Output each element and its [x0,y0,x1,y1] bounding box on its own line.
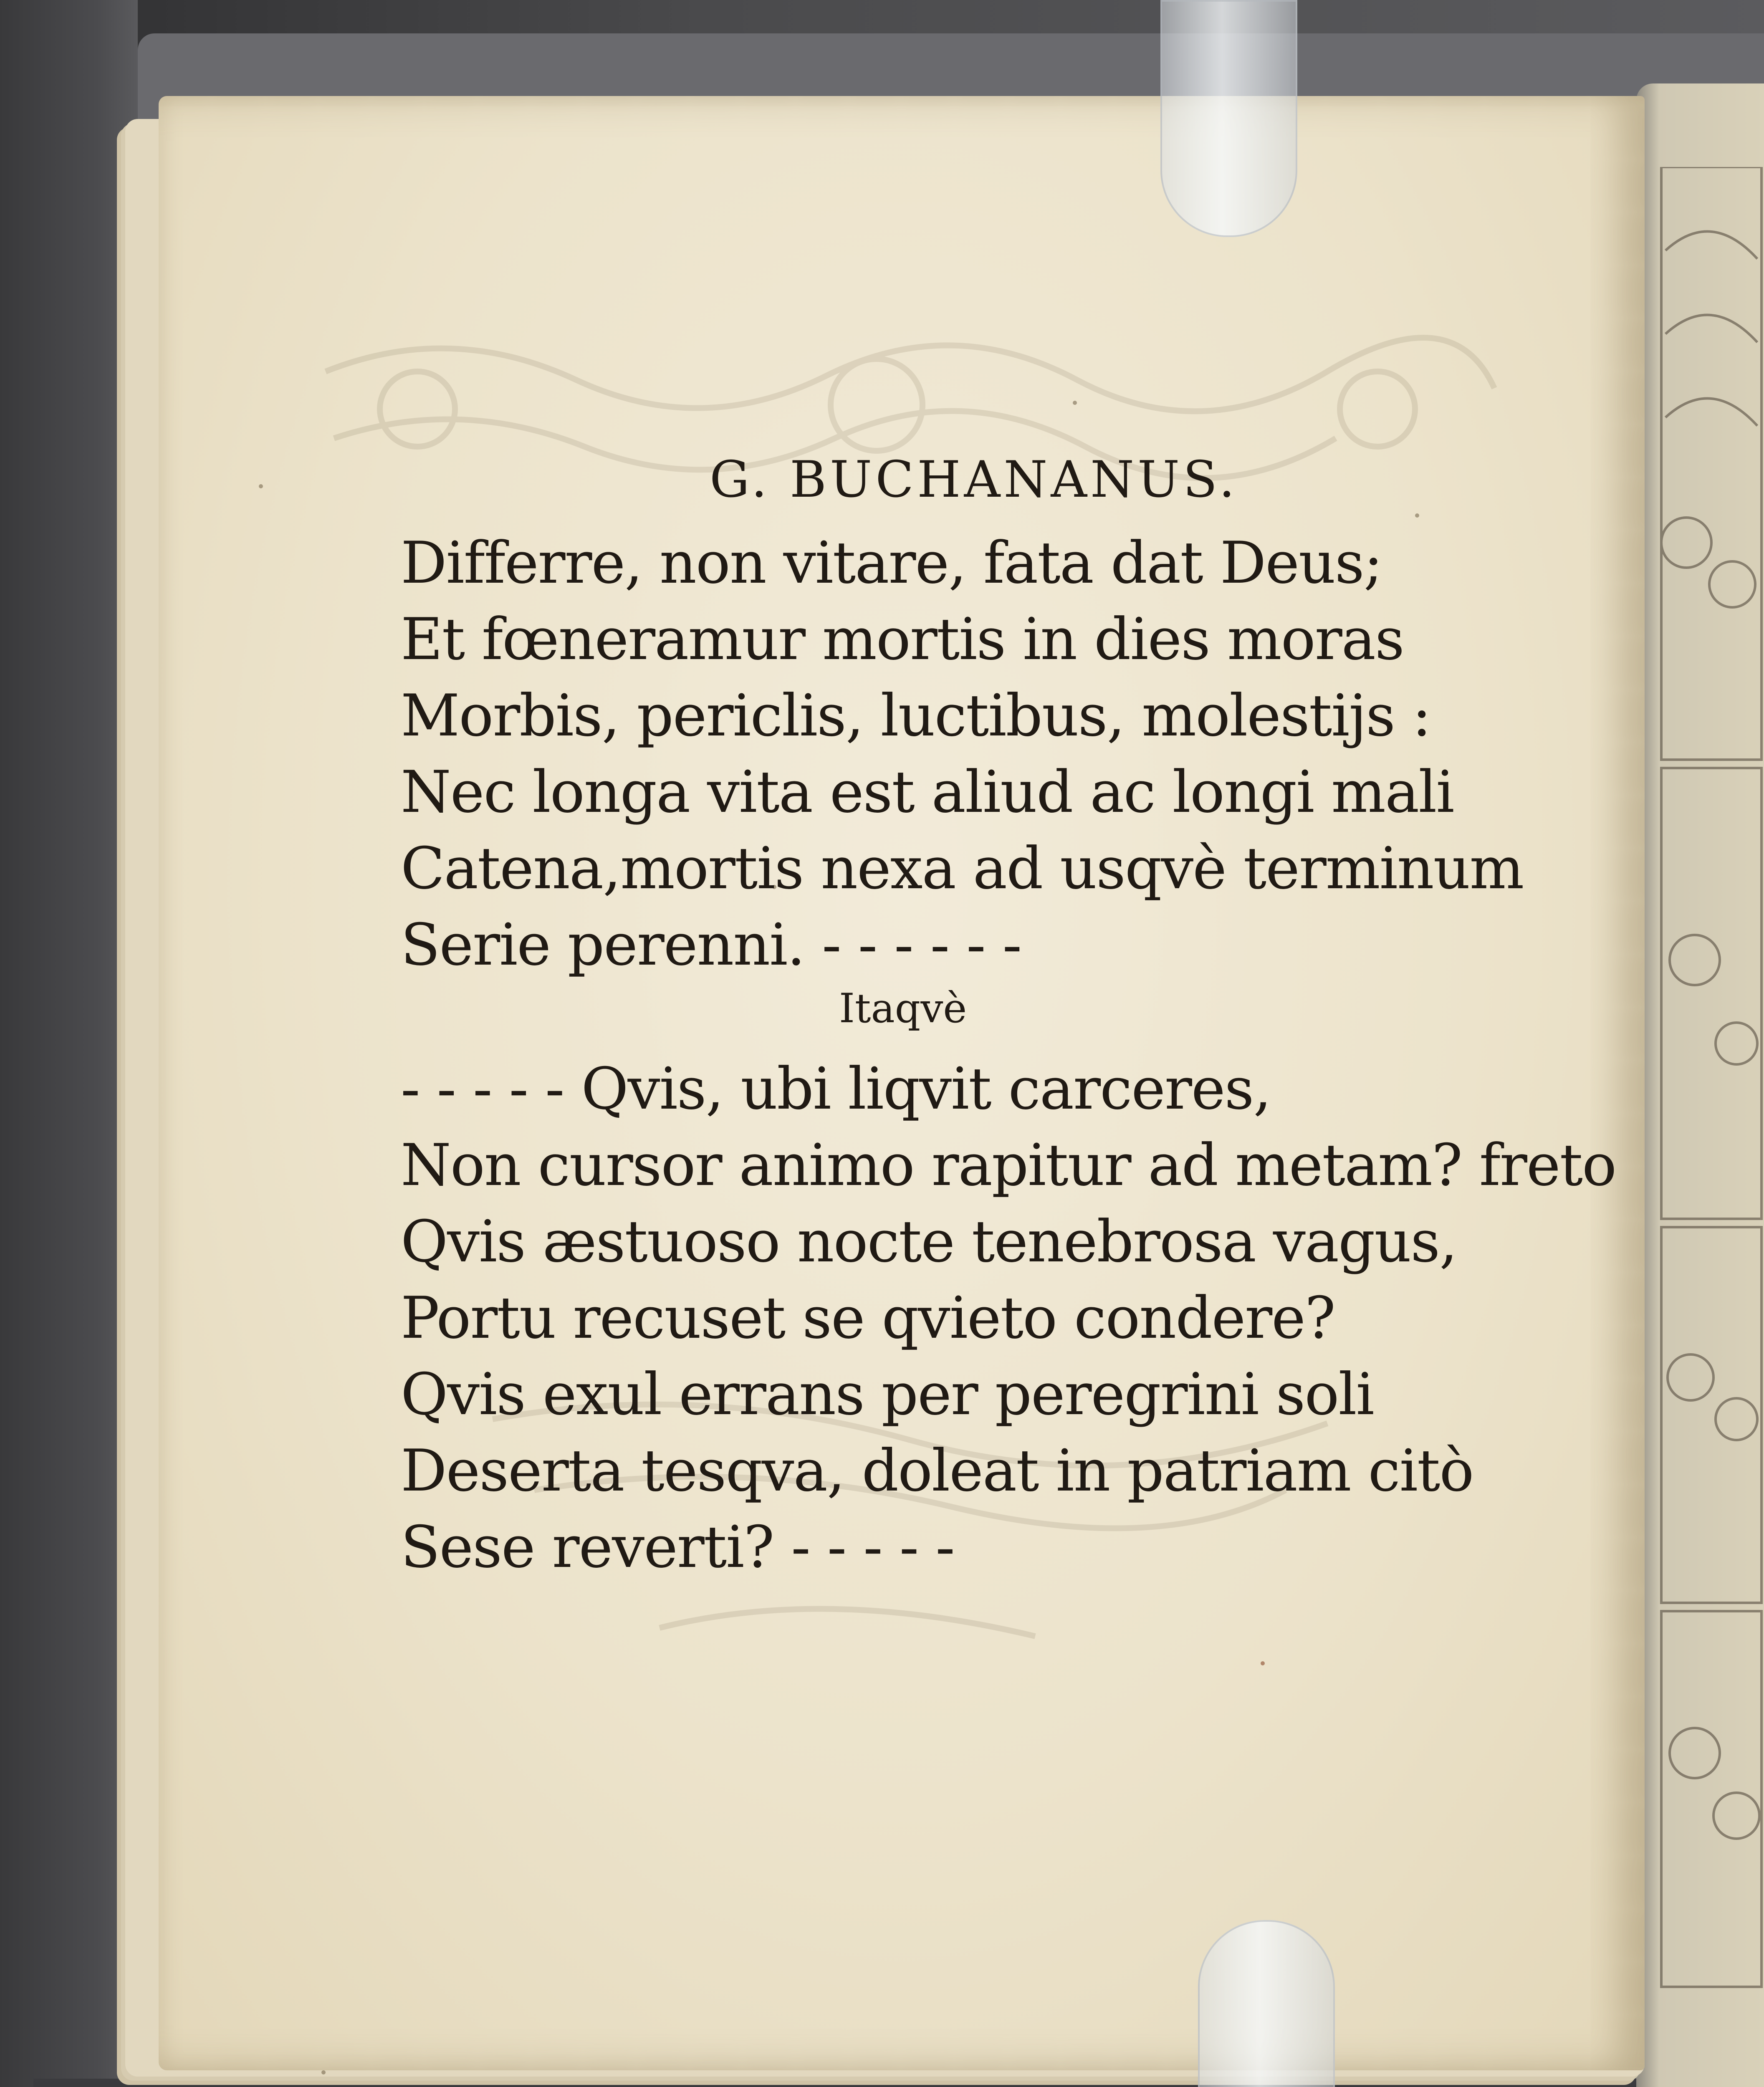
verse-line: Catena,mortis nexa ad usqvè terminum [401,835,1524,902]
verse-line: Morbis, periclis, luctibus, molestijs : [401,682,1431,749]
verse-line: Portu recuset se qvieto condere? [401,1284,1335,1352]
background-felt [0,0,138,2087]
interlude-word: Itaqvè [839,985,967,1032]
verse-line: Sese reverti? - - - - - [401,1513,954,1581]
page-clip-bottom [1198,1920,1335,2087]
verse-line: Deserta tesqva, doleat in patriam citò [401,1437,1473,1504]
verse-line: - - - - - Qvis, ubi liqvit carceres, [401,1055,1271,1122]
verse-line: Et fœneramur mortis in dies moras [401,606,1404,673]
page-clip-top [1160,0,1297,237]
verse-line: Non cursor animo rapitur ad metam? freto [401,1132,1616,1199]
verse-line: Differre, non vitare, fata dat Deus; [401,529,1382,596]
facing-page-engraving [1653,167,1764,2004]
verse-line: Qvis exul errans per peregrini soli [401,1361,1374,1428]
book-cover-edge [33,2079,1764,2087]
verse-line: Nec longa vita est aliud ac longi mali [401,758,1454,826]
author-heading: G. BUCHANANUS. [710,451,1238,509]
verse-line: Qvis æstuoso nocte tenebrosa vagus, [401,1208,1457,1275]
verse-line: Serie perenni. - - - - - - [401,911,1021,978]
